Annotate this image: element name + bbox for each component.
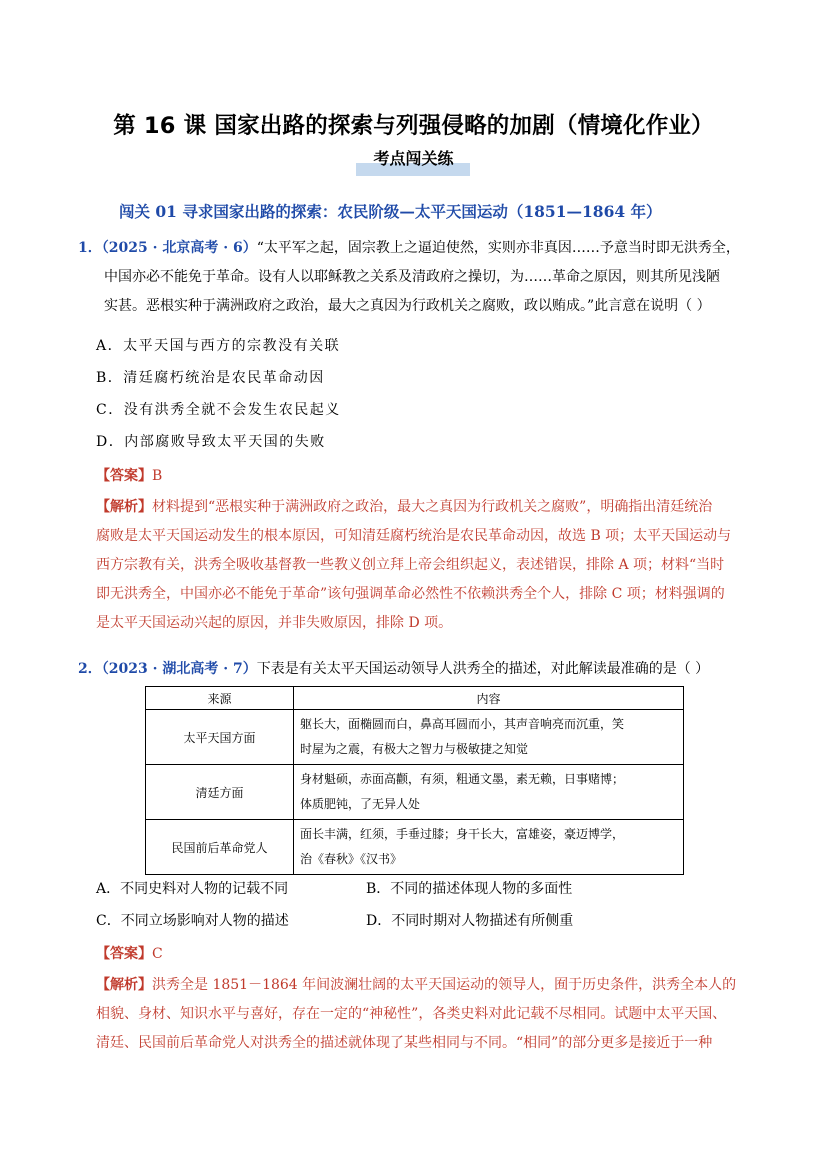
q1-option-d: D．内部腐败导致太平天国的失败 bbox=[96, 434, 326, 450]
analysis-text: 洪秀全是 1851－1864 年间波澜壮阔的太平天国运动的领导人，囿于历史条件，洪秀全本人的 bbox=[152, 977, 737, 993]
table-cell-source: 民国前后革命党人 bbox=[146, 820, 294, 875]
section-heading: 闯关 01 寻求国家出路的探索：农民阶级—太平天国运动（1851—1864 年） bbox=[119, 202, 662, 221]
table-row bbox=[146, 820, 684, 875]
content-line: 时屋为之震，有极大之智力与极敏捷之知觉 bbox=[300, 742, 529, 756]
analysis-line-4: 即无洪秀全，中国亦必不能免于革命”该句强调革命必然性不依赖洪秀全个人，排除 C 项；材料强调的 bbox=[96, 586, 725, 602]
q1-answer bbox=[96, 465, 162, 485]
q2-option-a: A．不同史料对人物的记载不同 bbox=[96, 881, 289, 897]
question-stem: “太平军之起，固宗教上之逼迫使然，实则亦非真因……予意当时即无洪秀全， bbox=[256, 240, 740, 256]
table-header-row bbox=[146, 687, 684, 710]
analysis-label: 【解析】 bbox=[96, 499, 152, 515]
description-table bbox=[145, 686, 684, 875]
content-line: 治《春秋》《汉书》 bbox=[300, 852, 403, 866]
answer-label: 【答案】 bbox=[96, 468, 152, 484]
analysis-label: 【解析】 bbox=[96, 977, 152, 993]
question-number: 1． bbox=[78, 240, 102, 256]
q2-answer bbox=[96, 943, 163, 963]
table-cell-content bbox=[294, 820, 684, 875]
q1-option-a: A．太平天国与西方的宗教没有关联 bbox=[96, 338, 341, 354]
question-1-line-2: 中国亦必不能免于革命。设有人以耶稣教之关系及清政府之操切，为……革命之原因，则其所见浅陋 bbox=[104, 269, 720, 285]
analysis-line-3: 清廷、民国前后革命党人对洪秀全的描述就体现了某些相同与不同。“相同”的部分更多是接近于一种 bbox=[96, 1035, 713, 1051]
table-cell-source: 太平天国方面 bbox=[146, 710, 294, 765]
question-2-line-1 bbox=[78, 655, 709, 684]
table-cell-content bbox=[294, 765, 684, 820]
question-number: 2． bbox=[78, 661, 102, 677]
question-1-line-3: 实甚。恶根实种于满洲政府之政治，最大之真因为行政机关之腐败，政以贿成。”此言意在说明（ ） bbox=[104, 298, 711, 314]
table-row bbox=[146, 765, 684, 820]
table-cell-content bbox=[294, 710, 684, 765]
analysis-line-2: 相貌、身材、知识水平与喜好，存在一定的“神秘性”，各类史料对此记载不尽相同。试题中太平天国、 bbox=[96, 1006, 727, 1022]
table-header: 内容 bbox=[294, 687, 684, 710]
q2-analysis bbox=[96, 971, 756, 1058]
q1-analysis bbox=[96, 493, 756, 638]
table-header: 来源 bbox=[146, 687, 294, 710]
question-source: （2025 · 北京高考 · 6） bbox=[101, 240, 257, 256]
content-line: 躯长大，面椭圆而白，鼻高耳圆而小，其声音响亮而沉重，笑 bbox=[300, 717, 625, 731]
analysis-line-3: 西方宗教有关，洪秀全吸收基督教一些教义创立拜上帝会组织起义，表述错误，排除 A 项；材料“当时 bbox=[96, 557, 725, 573]
analysis-line-1 bbox=[96, 971, 756, 1000]
question-stem: 下表是有关太平天国运动领导人洪秀全的描述，对此解读最准确的是（ ） bbox=[256, 661, 710, 677]
q1-option-c: C．没有洪秀全就不会发生农民起义 bbox=[96, 402, 341, 418]
table-cell-source: 清廷方面 bbox=[146, 765, 294, 820]
question-source: （2023 · 湖北高考 · 7） bbox=[101, 661, 257, 677]
page-title: 第 16 课 国家出路的探索与列强侵略的加剧（情境化作业） bbox=[113, 113, 714, 139]
question-1-line-1 bbox=[78, 234, 740, 263]
q1-option-b: B．清廷腐朽统治是农民革命动因 bbox=[96, 370, 325, 386]
section-badge: 考点闯关练 bbox=[373, 149, 454, 168]
q2-option-d: D．不同时期对人物描述有所侧重 bbox=[366, 913, 574, 929]
table-row bbox=[146, 710, 684, 765]
content-line: 面长丰满，红须，手垂过膝；身干长大，富雄姿，豪迈博学， bbox=[300, 827, 625, 841]
analysis-line-2: 腐败是太平天国运动发生的根本原因，可知清廷腐朽统治是农民革命动因，故选 B 项；太平天国运动与 bbox=[96, 528, 732, 544]
analysis-text: 材料提到“恶根实种于满洲政府之政治，最大之真因为行政机关之腐败”，明确指出清廷统治 bbox=[152, 499, 713, 515]
analysis-line-5: 是太平天国运动兴起的原因，并非失败原因，排除 D 项。 bbox=[96, 615, 453, 631]
q2-option-b: B．不同的描述体现人物的多面性 bbox=[366, 881, 573, 897]
answer-value: B bbox=[152, 468, 163, 484]
content-line: 身材魁硕，赤面高颧，有须，粗通文墨，素无赖，日事赌博； bbox=[300, 772, 625, 786]
analysis-line-1 bbox=[96, 493, 756, 522]
content-line: 体质肥钝，了无异人处 bbox=[300, 797, 421, 811]
answer-value: C bbox=[152, 946, 163, 962]
q2-option-c: C．不同立场影响对人物的描述 bbox=[96, 913, 289, 929]
answer-label: 【答案】 bbox=[96, 946, 152, 962]
